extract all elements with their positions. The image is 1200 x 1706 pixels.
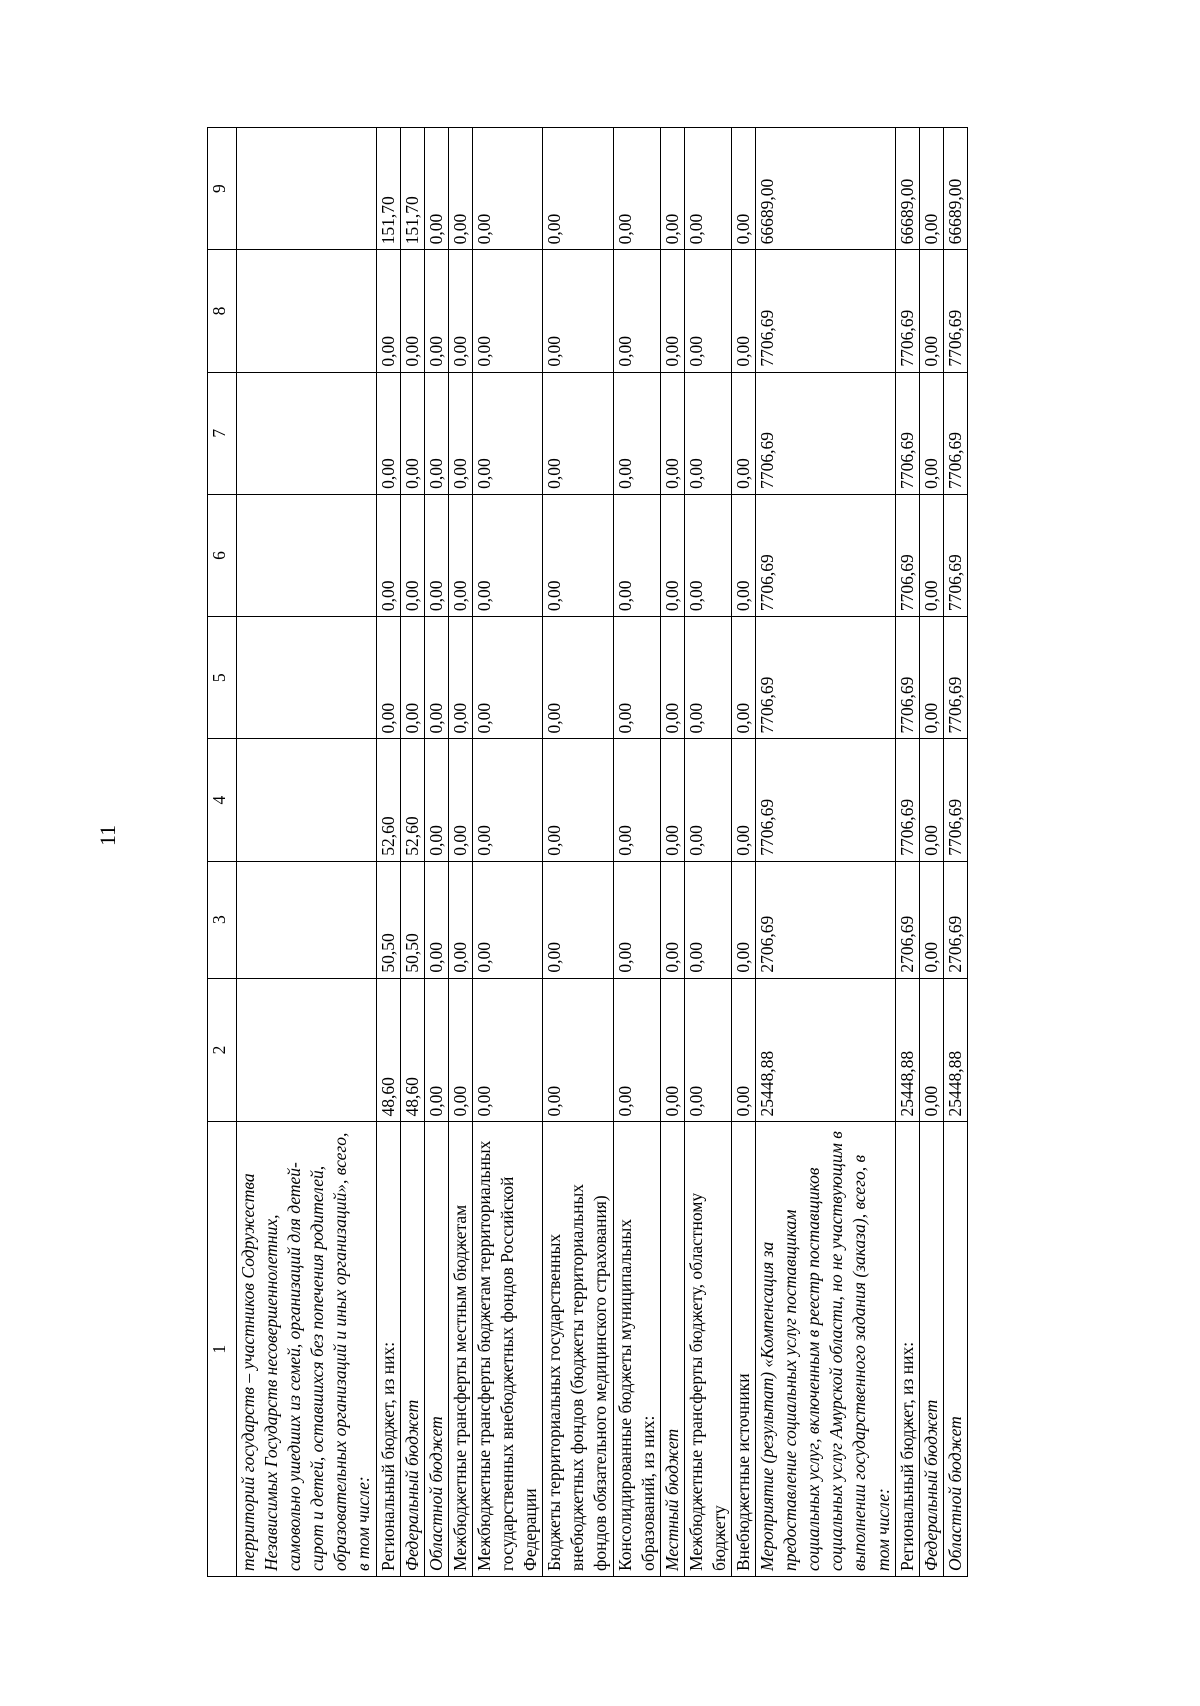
value-cell: 0,00 — [543, 250, 613, 372]
value-cell: 0,00 — [376, 372, 400, 494]
table-row — [895, 128, 919, 1577]
table-row — [756, 128, 896, 1577]
value-cell: 0,00 — [376, 617, 400, 739]
table-body — [237, 128, 968, 1577]
value-cell: 0,00 — [543, 861, 613, 978]
value-cell: 0,00 — [919, 739, 943, 861]
value-cell: 7706,69 — [756, 250, 896, 372]
value-cell: 0,00 — [660, 861, 684, 978]
value-cell: 66689,00 — [943, 128, 967, 250]
value-cell: 0,00 — [613, 372, 660, 494]
table-row — [684, 128, 731, 1577]
value-cell: 7706,69 — [895, 617, 919, 739]
value-cell — [237, 372, 377, 494]
value-cell: 7706,69 — [943, 617, 967, 739]
value-cell: 0,00 — [660, 739, 684, 861]
value-cell: 0,00 — [424, 250, 448, 372]
value-cell: 7706,69 — [943, 372, 967, 494]
row-label: Региональный бюджет, из них: — [376, 1122, 400, 1577]
value-cell: 0,00 — [684, 494, 731, 616]
value-cell: 0,00 — [660, 372, 684, 494]
column-header: 7 — [208, 372, 237, 494]
column-header: 3 — [208, 861, 237, 978]
value-cell: 0,00 — [684, 250, 731, 372]
value-cell: 7706,69 — [943, 494, 967, 616]
page-number: 11 — [95, 824, 120, 846]
row-label: Местный бюджет — [660, 1122, 684, 1577]
row-label: Мероприятие (результат) «Компенсация за предоставление социальных услуг поставщикам социальных услуг, включенным в реестр поставщиков социальных услуг Амурской области, но не участвующим в выполнении государственного задания (заказа), всего, в том числе: — [756, 1122, 896, 1577]
value-cell: 0,00 — [731, 978, 755, 1122]
value-cell: 0,00 — [919, 128, 943, 250]
row-label: Федеральный бюджет — [400, 1122, 424, 1577]
value-cell: 0,00 — [472, 372, 542, 494]
value-cell: 52,60 — [376, 739, 400, 861]
value-cell: 0,00 — [919, 617, 943, 739]
table-row — [613, 128, 660, 1577]
value-cell: 0,00 — [731, 617, 755, 739]
value-cell: 0,00 — [424, 978, 448, 1122]
value-cell: 0,00 — [919, 861, 943, 978]
value-cell: 0,00 — [424, 739, 448, 861]
value-cell: 0,00 — [613, 617, 660, 739]
value-cell: 25448,88 — [756, 978, 896, 1122]
value-cell: 0,00 — [660, 250, 684, 372]
value-cell: 0,00 — [684, 617, 731, 739]
table-row — [543, 128, 613, 1577]
value-cell — [237, 978, 377, 1122]
value-cell: 7706,69 — [756, 617, 896, 739]
value-cell: 0,00 — [660, 617, 684, 739]
row-label: Консолидированные бюджеты муниципальных образований, из них: — [613, 1122, 660, 1577]
value-cell: 0,00 — [424, 617, 448, 739]
value-cell — [237, 739, 377, 861]
value-cell: 0,00 — [424, 372, 448, 494]
table-row — [237, 128, 377, 1577]
value-cell: 50,50 — [400, 861, 424, 978]
value-cell: 7706,69 — [895, 250, 919, 372]
value-cell: 0,00 — [684, 978, 731, 1122]
row-label: Федеральный бюджет — [919, 1122, 943, 1577]
value-cell: 0,00 — [543, 978, 613, 1122]
row-label: Межбюджетные трансферты бюджету, областному бюджету — [684, 1122, 731, 1577]
value-cell: 7706,69 — [943, 739, 967, 861]
value-cell: 50,50 — [376, 861, 400, 978]
value-cell: 0,00 — [731, 494, 755, 616]
value-cell: 0,00 — [376, 250, 400, 372]
value-cell — [237, 861, 377, 978]
value-cell: 52,60 — [400, 739, 424, 861]
value-cell: 0,00 — [400, 250, 424, 372]
value-cell: 0,00 — [424, 128, 448, 250]
value-cell: 0,00 — [448, 250, 472, 372]
value-cell: 66689,00 — [895, 128, 919, 250]
table-row — [731, 128, 755, 1577]
value-cell: 0,00 — [613, 128, 660, 250]
table-row — [919, 128, 943, 1577]
table-row — [376, 128, 400, 1577]
value-cell: 0,00 — [400, 617, 424, 739]
value-cell: 0,00 — [400, 372, 424, 494]
value-cell: 0,00 — [731, 739, 755, 861]
value-cell: 0,00 — [660, 978, 684, 1122]
value-cell — [237, 128, 377, 250]
value-cell — [237, 617, 377, 739]
value-cell: 0,00 — [684, 128, 731, 250]
value-cell: 0,00 — [613, 250, 660, 372]
value-cell: 151,70 — [376, 128, 400, 250]
value-cell: 0,00 — [448, 861, 472, 978]
column-header: 8 — [208, 250, 237, 372]
row-label: Областной бюджет — [424, 1122, 448, 1577]
value-cell: 0,00 — [424, 494, 448, 616]
value-cell: 0,00 — [613, 494, 660, 616]
value-cell: 0,00 — [472, 494, 542, 616]
value-cell: 7706,69 — [895, 372, 919, 494]
table-row — [660, 128, 684, 1577]
value-cell: 0,00 — [543, 739, 613, 861]
column-header: 9 — [208, 128, 237, 250]
value-cell: 0,00 — [448, 978, 472, 1122]
value-cell: 0,00 — [448, 617, 472, 739]
value-cell: 0,00 — [448, 494, 472, 616]
value-cell: 0,00 — [472, 250, 542, 372]
value-cell: 0,00 — [919, 372, 943, 494]
value-cell: 0,00 — [472, 617, 542, 739]
value-cell: 7706,69 — [943, 250, 967, 372]
value-cell: 48,60 — [400, 978, 424, 1122]
row-label: Областной бюджет — [943, 1122, 967, 1577]
value-cell: 7706,69 — [756, 372, 896, 494]
column-header: 4 — [208, 739, 237, 861]
value-cell — [237, 494, 377, 616]
value-cell: 0,00 — [919, 494, 943, 616]
value-cell: 66689,00 — [756, 128, 896, 250]
value-cell: 25448,88 — [943, 978, 967, 1122]
value-cell: 0,00 — [731, 250, 755, 372]
value-cell: 0,00 — [543, 494, 613, 616]
value-cell: 7706,69 — [756, 739, 896, 861]
value-cell: 2706,69 — [756, 861, 896, 978]
value-cell: 0,00 — [613, 861, 660, 978]
table-row — [943, 128, 967, 1577]
value-cell: 48,60 — [376, 978, 400, 1122]
table-row — [424, 128, 448, 1577]
value-cell: 0,00 — [424, 861, 448, 978]
value-cell: 0,00 — [376, 494, 400, 616]
value-cell: 0,00 — [684, 739, 731, 861]
value-cell: 0,00 — [684, 861, 731, 978]
value-cell: 0,00 — [613, 739, 660, 861]
value-cell: 0,00 — [400, 494, 424, 616]
value-cell: 0,00 — [448, 739, 472, 861]
value-cell — [237, 250, 377, 372]
value-cell: 0,00 — [472, 128, 542, 250]
row-label: Бюджеты территориальных государственных внебюджетных фондов (бюджеты территориальных фондов обязательного медицинского страхования) — [543, 1122, 613, 1577]
table-header-row — [208, 128, 237, 1577]
value-cell: 2706,69 — [895, 861, 919, 978]
column-header: 6 — [208, 494, 237, 616]
row-label: Внебюджетные источники — [731, 1122, 755, 1577]
value-cell: 0,00 — [919, 978, 943, 1122]
row-label: Региональный бюджет, из них: — [895, 1122, 919, 1577]
table-row — [448, 128, 472, 1577]
value-cell: 0,00 — [543, 617, 613, 739]
value-cell: 0,00 — [448, 128, 472, 250]
table-row — [400, 128, 424, 1577]
value-cell: 0,00 — [919, 250, 943, 372]
value-cell: 0,00 — [543, 372, 613, 494]
value-cell: 0,00 — [448, 372, 472, 494]
value-cell: 0,00 — [543, 128, 613, 250]
row-label: Межбюджетные трансферты местным бюджетам — [448, 1122, 472, 1577]
rotated-table-container — [207, 127, 1115, 1577]
value-cell: 2706,69 — [943, 861, 967, 978]
value-cell: 0,00 — [660, 128, 684, 250]
value-cell: 0,00 — [472, 861, 542, 978]
column-header: 5 — [208, 617, 237, 739]
budget-table — [207, 127, 968, 1577]
row-label: Межбюджетные трансферты бюджетам территориальных государственных внебюджетных фондов Российской Федерации — [472, 1122, 542, 1577]
column-header: 2 — [208, 978, 237, 1122]
value-cell: 0,00 — [731, 128, 755, 250]
value-cell: 0,00 — [472, 739, 542, 861]
column-header: 1 — [208, 1122, 237, 1577]
value-cell: 0,00 — [613, 978, 660, 1122]
value-cell: 0,00 — [472, 978, 542, 1122]
value-cell: 25448,88 — [895, 978, 919, 1122]
table-row — [472, 128, 542, 1577]
value-cell: 0,00 — [660, 494, 684, 616]
value-cell: 7706,69 — [895, 494, 919, 616]
value-cell: 7706,69 — [895, 739, 919, 861]
row-label: территорий государств – участников Содружества Независимых Государств несовершеннолетних, самовольно ушедших из семей, организаций для детей-сирот и детей, оставшихся без попечения родителей, образовательных организаций и иных организаций», всего, в том числе: — [237, 1122, 377, 1577]
value-cell: 0,00 — [684, 372, 731, 494]
value-cell: 0,00 — [731, 861, 755, 978]
value-cell: 0,00 — [731, 372, 755, 494]
value-cell: 7706,69 — [756, 494, 896, 616]
value-cell: 151,70 — [400, 128, 424, 250]
